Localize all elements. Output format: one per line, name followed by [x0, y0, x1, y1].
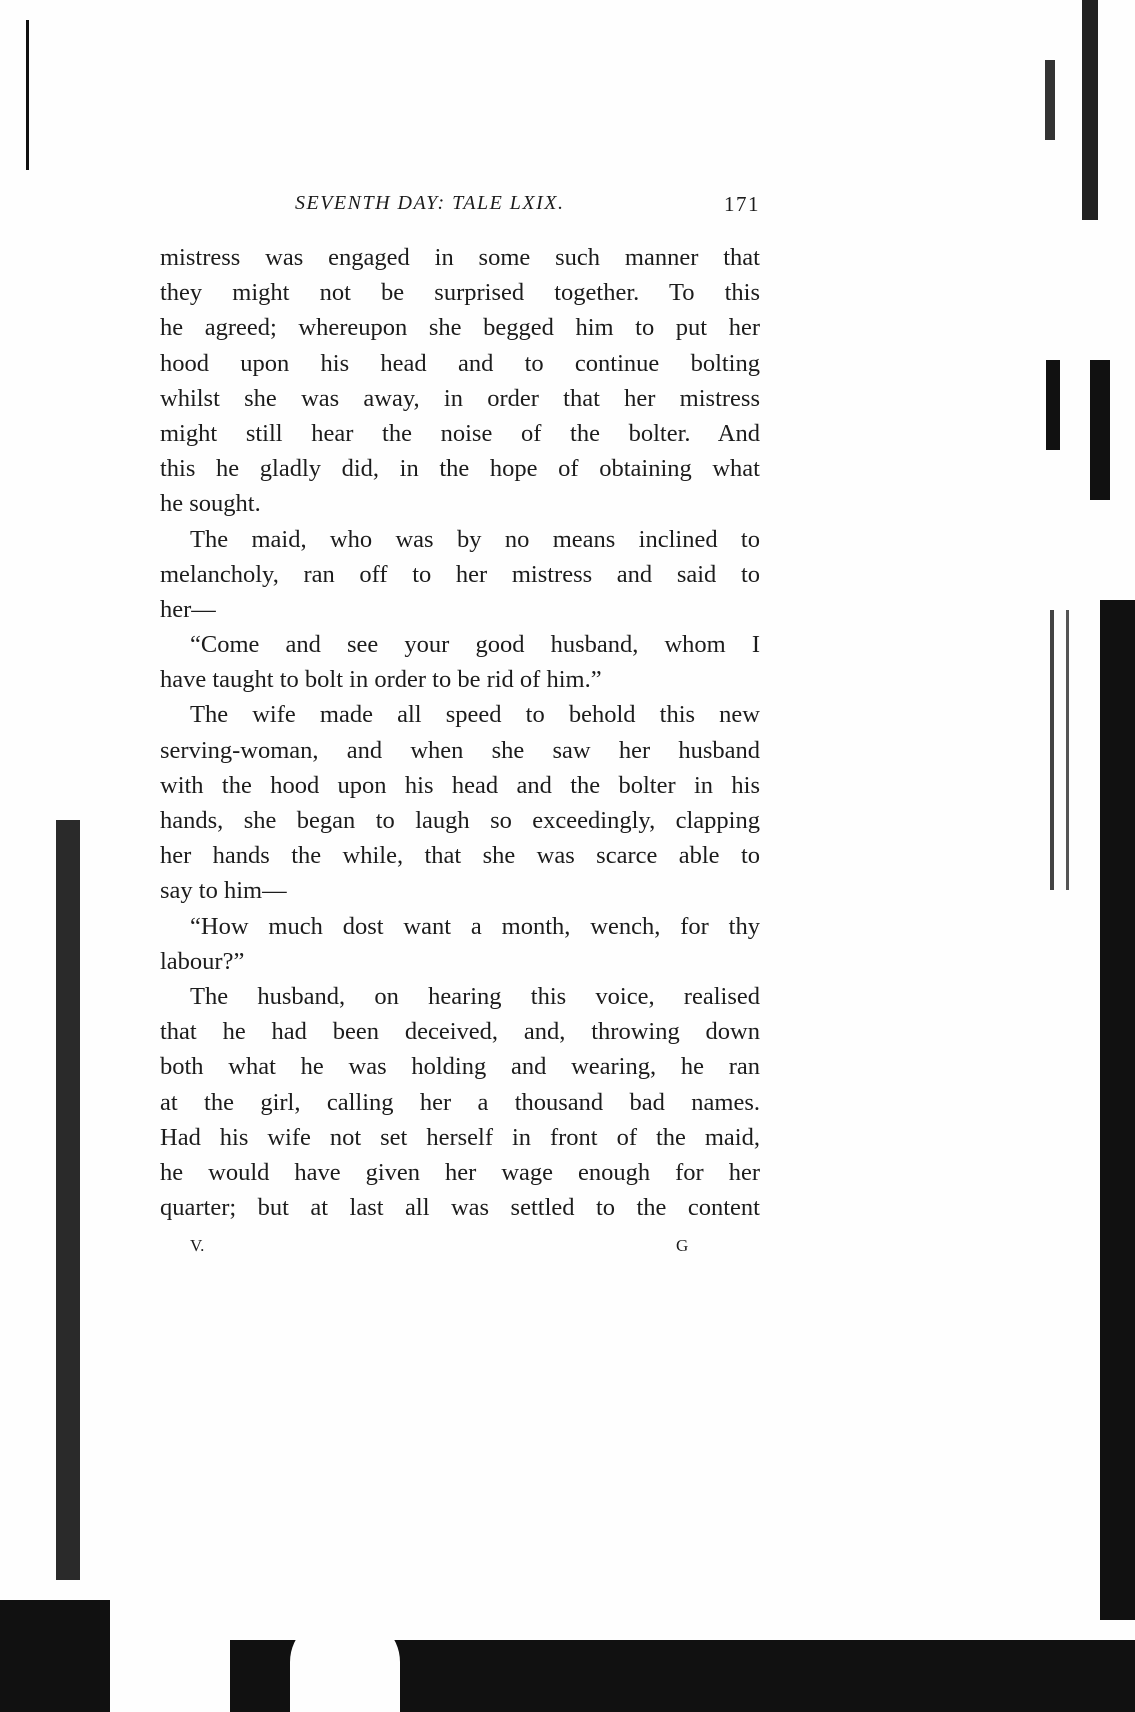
text-line: they might not be surprised together. To this	[160, 279, 760, 307]
scan-edge-left-top	[26, 20, 29, 170]
text-line: that he had been deceived, and, throwing down	[160, 1018, 760, 1046]
text-line: both what he was holding and wearing, he ran	[160, 1053, 760, 1081]
text-line: labour?”	[160, 947, 245, 975]
scan-edge-right-mid2	[1090, 360, 1110, 500]
text-line: her hands the while, that she was scarce able to	[160, 842, 760, 870]
signature-line	[160, 1236, 700, 1260]
running-head-title: SEVENTH DAY: TALE LXIX.	[295, 192, 565, 214]
text-line: mistress was engaged in some such manner that	[160, 244, 760, 271]
scan-edge-right-lines	[1050, 610, 1054, 890]
signature-mark: G	[676, 1236, 689, 1255]
text-line: he agreed; whereupon she begged him to put her	[160, 314, 760, 342]
text-line: quarter; but at last all was settled to the content	[160, 1194, 760, 1222]
text-line: serving-woman, and when she saw her husband	[160, 736, 760, 764]
text-line: say to him—	[160, 877, 287, 905]
text-line: might still hear the noise of the bolter. And	[160, 419, 760, 447]
text-line: The wife made all speed to behold this new	[190, 701, 760, 729]
scan-edge-right-lines2	[1066, 610, 1069, 890]
text-line: hands, she began to laugh so exceedingly, clapping	[160, 807, 760, 834]
text-line: he would have given her wage enough for her	[160, 1158, 760, 1186]
text-line: The maid, who was by no means inclined to	[190, 525, 760, 553]
volume-mark: V.	[190, 1236, 205, 1255]
text-line: with the hood upon his head and the bolter in his	[160, 771, 760, 799]
text-line: at the girl, calling her a thousand bad names.	[160, 1088, 760, 1116]
scan-edge-right-upper	[1045, 60, 1055, 140]
text-line: this he gladly did, in the hope of obtaining what	[160, 455, 760, 483]
scan-edge-right-top	[1082, 0, 1098, 220]
text-line: “Come and see your good husband, whom I	[190, 631, 760, 659]
scan-edge-left-long	[56, 820, 80, 1580]
text-line: The husband, on hearing this voice, realised	[190, 982, 760, 1010]
text-line: her—	[160, 595, 216, 623]
body-text	[160, 240, 760, 1225]
text-line: he sought.	[160, 490, 261, 518]
text-line: melancholy, ran off to her mistress and said to	[160, 560, 760, 588]
scan-edge-right-mid	[1046, 360, 1060, 450]
scan-edge-right-long	[1100, 600, 1135, 1620]
page-number: 171	[724, 192, 760, 216]
text-line: hood upon his head and to continue bolting	[160, 349, 760, 377]
text-line: Had his wife not set herself in front of the maid,	[160, 1123, 760, 1151]
text-line: whilst she was away, in order that her mistress	[160, 384, 760, 412]
text-line: have taught to bolt in order to be rid of him.”	[160, 666, 602, 694]
scan-edge-bottom-arc	[290, 1612, 400, 1712]
running-head	[160, 192, 760, 220]
text-line: “How much dost want a month, wench, for thy	[190, 912, 760, 940]
scan-edge-bottom-left	[0, 1600, 110, 1712]
